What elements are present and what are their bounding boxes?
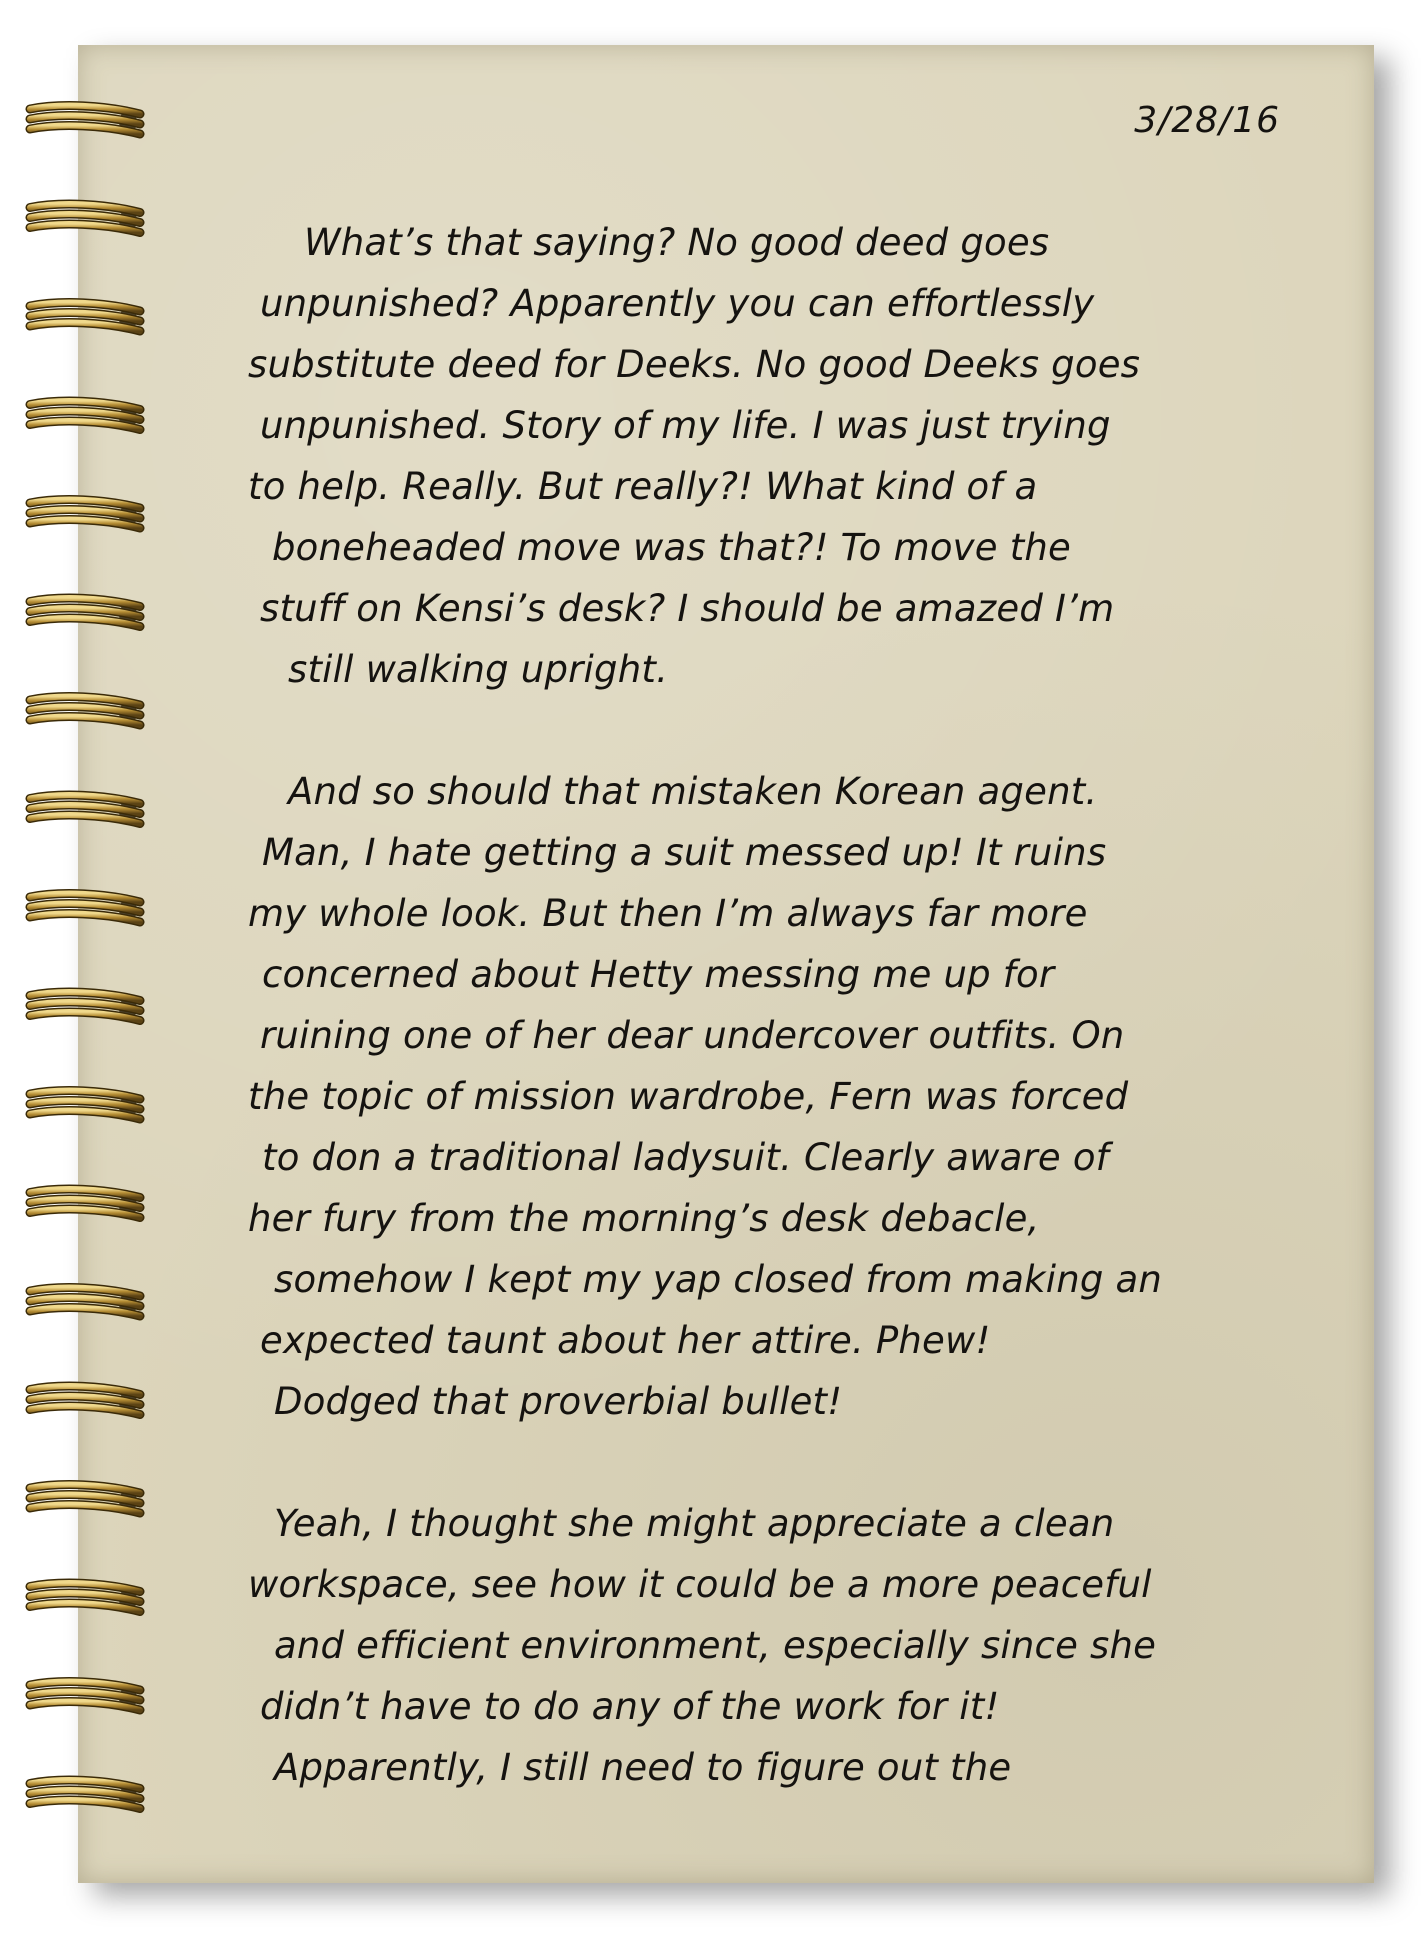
entry-date: 3/28/16	[1134, 100, 1280, 141]
entry-line: stuff on Kensi’s desk? I should be amazed I’m	[260, 587, 1115, 630]
entry-line: somehow I kept my yap closed from making an	[274, 1258, 1163, 1301]
spiral-coil-icon	[30, 598, 140, 626]
spiral-coil-icon	[30, 1583, 140, 1611]
spiral-coil-icon	[30, 500, 140, 528]
spiral-coil-icon	[30, 106, 140, 134]
spiral-coil-icon	[30, 204, 140, 232]
entry-line: Yeah, I thought she might appreciate a clean	[274, 1502, 1115, 1545]
entry-line: unpunished? Apparently you can effortlessly	[260, 282, 1095, 325]
entry-line: still walking upright.	[288, 648, 669, 691]
spiral-coil-icon	[30, 1189, 140, 1217]
spiral-coil-icon	[30, 1682, 140, 1710]
spiral-coil-icon	[30, 1288, 140, 1316]
paragraph-gap	[248, 1432, 1288, 1493]
entry-line: didn’t have to do any of the work for it!	[260, 1685, 1000, 1728]
entry-line: And so should that mistaken Korean agent.	[288, 770, 1098, 813]
entry-line: her fury from the morning’s desk debacle,	[248, 1197, 1040, 1240]
entry-line: unpunished. Story of my life. I was just trying	[260, 404, 1111, 447]
spiral-coil-icon	[30, 1091, 140, 1119]
journal-entry	[248, 212, 1288, 1798]
entry-line: concerned about Hetty messing me up for	[262, 953, 1055, 996]
spiral-coil-icon	[30, 992, 140, 1020]
entry-line: expected taunt about her attire. Phew!	[260, 1319, 991, 1362]
spiral-coil-icon	[30, 401, 140, 429]
entry-line: the topic of mission wardrobe, Fern was forced	[248, 1075, 1129, 1118]
entry-line: Apparently, I still need to figure out the	[274, 1746, 1012, 1789]
entry-line: to help. Really. But really?! What kind of a	[248, 465, 1038, 508]
spiral-coil-icon	[30, 1485, 140, 1513]
spiral-binding	[0, 0, 150, 1950]
entry-line: Dodged that proverbial bullet!	[274, 1380, 843, 1423]
spiral-coil-icon	[30, 303, 140, 331]
spiral-coil-icon	[30, 1780, 140, 1808]
spiral-coil-icon	[30, 697, 140, 725]
spiral-coil-icon	[30, 795, 140, 823]
entry-line: my whole look. But then I’m always far more	[248, 892, 1088, 935]
entry-line: What’s that saying? No good deed goes	[304, 221, 1050, 264]
spiral-coil-icon	[30, 1386, 140, 1414]
entry-line: ruining one of her dear undercover outfits. On	[260, 1014, 1125, 1057]
entry-line: to don a traditional ladysuit. Clearly aware of	[262, 1136, 1109, 1179]
entry-line: Man, I hate getting a suit messed up! It ruins	[262, 831, 1107, 874]
entry-line: and efficient environment, especially since she	[274, 1624, 1157, 1667]
paragraph-gap	[248, 700, 1288, 761]
entry-line: substitute deed for Deeks. No good Deeks goes	[248, 343, 1141, 386]
entry-line: workspace, see how it could be a more peaceful	[248, 1563, 1152, 1606]
entry-line: boneheaded move was that?! To move the	[272, 526, 1072, 569]
spiral-coil-icon	[30, 894, 140, 922]
